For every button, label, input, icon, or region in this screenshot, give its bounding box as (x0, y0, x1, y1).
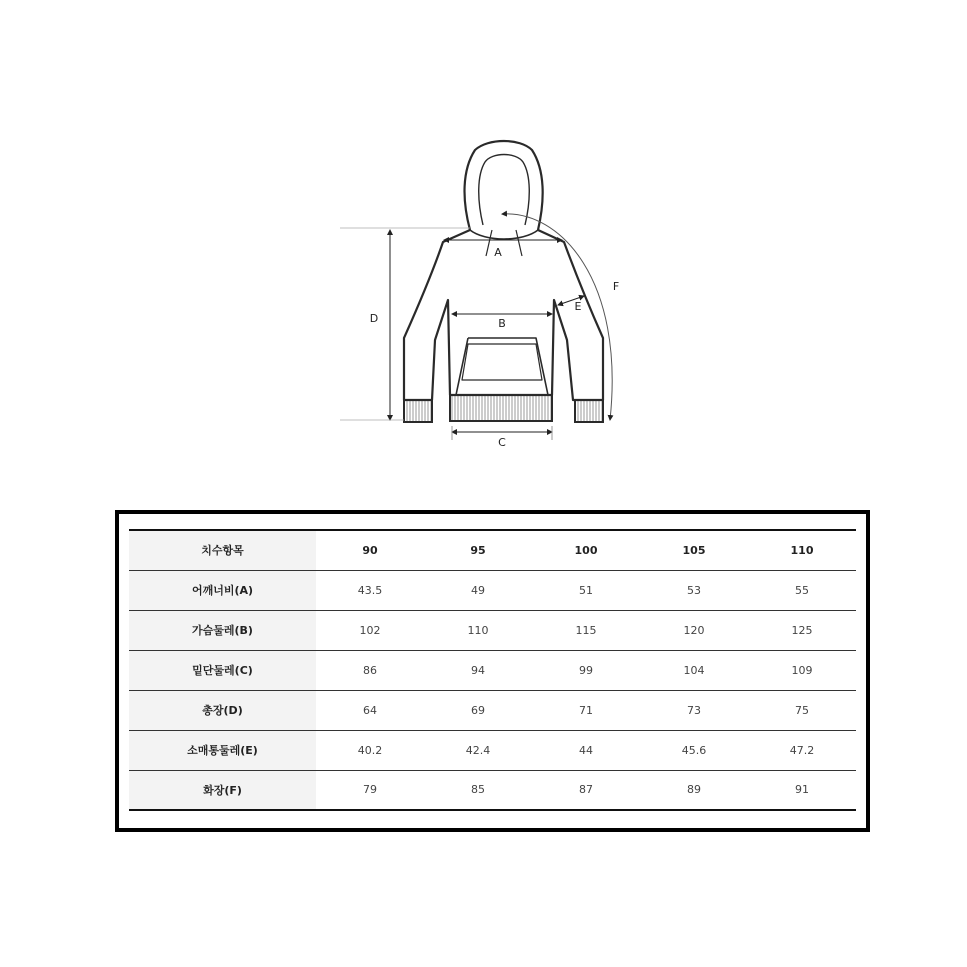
hem-rib (450, 395, 552, 421)
table-cell: 109 (748, 650, 856, 690)
table-row (129, 770, 856, 810)
size-chart-table (129, 529, 856, 811)
measure-line-f (502, 214, 612, 420)
table-row (129, 610, 856, 650)
table-cell: 45.6 (640, 730, 748, 770)
table-cell: 51 (532, 570, 640, 610)
label-d: D (369, 312, 379, 325)
row-label: 밑단둘레(C) (129, 650, 316, 690)
table-row (129, 650, 856, 690)
row-label: 소매통둘레(E) (129, 730, 316, 770)
size-header-100: 100 (532, 530, 640, 570)
table-cell: 43.5 (316, 570, 424, 610)
hoodie-outline (404, 141, 603, 400)
label-b: B (498, 317, 506, 330)
table-cell: 75 (748, 690, 856, 730)
drawstrings (486, 230, 522, 256)
table-cell: 89 (640, 770, 748, 810)
table-cell: 47.2 (748, 730, 856, 770)
size-table-frame (115, 510, 870, 832)
table-cell: 102 (316, 610, 424, 650)
table-cell: 71 (532, 690, 640, 730)
table-cell: 104 (640, 650, 748, 690)
label-f: F (612, 280, 620, 293)
table-row (129, 730, 856, 770)
table-cell: 40.2 (316, 730, 424, 770)
table-cell: 64 (316, 690, 424, 730)
table-cell: 55 (748, 570, 856, 610)
size-header-95: 95 (424, 530, 532, 570)
table-header-row (129, 530, 856, 570)
table-cell: 42.4 (424, 730, 532, 770)
table-cell: 79 (316, 770, 424, 810)
table-cell: 49 (424, 570, 532, 610)
table-cell: 120 (640, 610, 748, 650)
table-cell: 91 (748, 770, 856, 810)
table-cell: 44 (532, 730, 640, 770)
table-cell: 86 (316, 650, 424, 690)
table-row (129, 690, 856, 730)
hoodie-measurement-diagram (340, 130, 640, 460)
label-e: E (574, 300, 582, 313)
table-cell: 87 (532, 770, 640, 810)
table-cell: 125 (748, 610, 856, 650)
label-c: C (498, 436, 506, 449)
row-label: 가슴둘레(B) (129, 610, 316, 650)
row-label: 화장(F) (129, 770, 316, 810)
label-a: A (494, 246, 502, 259)
left-cuff-rib (404, 400, 432, 422)
table-cell: 115 (532, 610, 640, 650)
table-cell: 53 (640, 570, 748, 610)
row-label: 총장(D) (129, 690, 316, 730)
table-cell: 85 (424, 770, 532, 810)
table-cell: 110 (424, 610, 532, 650)
table-cell: 99 (532, 650, 640, 690)
size-header-110: 110 (748, 530, 856, 570)
table-cell: 94 (424, 650, 532, 690)
row-label: 어깨너비(A) (129, 570, 316, 610)
table-row (129, 570, 856, 610)
size-header-105: 105 (640, 530, 748, 570)
header-label-cell: 치수항목 (129, 530, 316, 570)
right-cuff-rib (575, 400, 603, 422)
table-cell: 73 (640, 690, 748, 730)
size-header-90: 90 (316, 530, 424, 570)
table-cell: 69 (424, 690, 532, 730)
